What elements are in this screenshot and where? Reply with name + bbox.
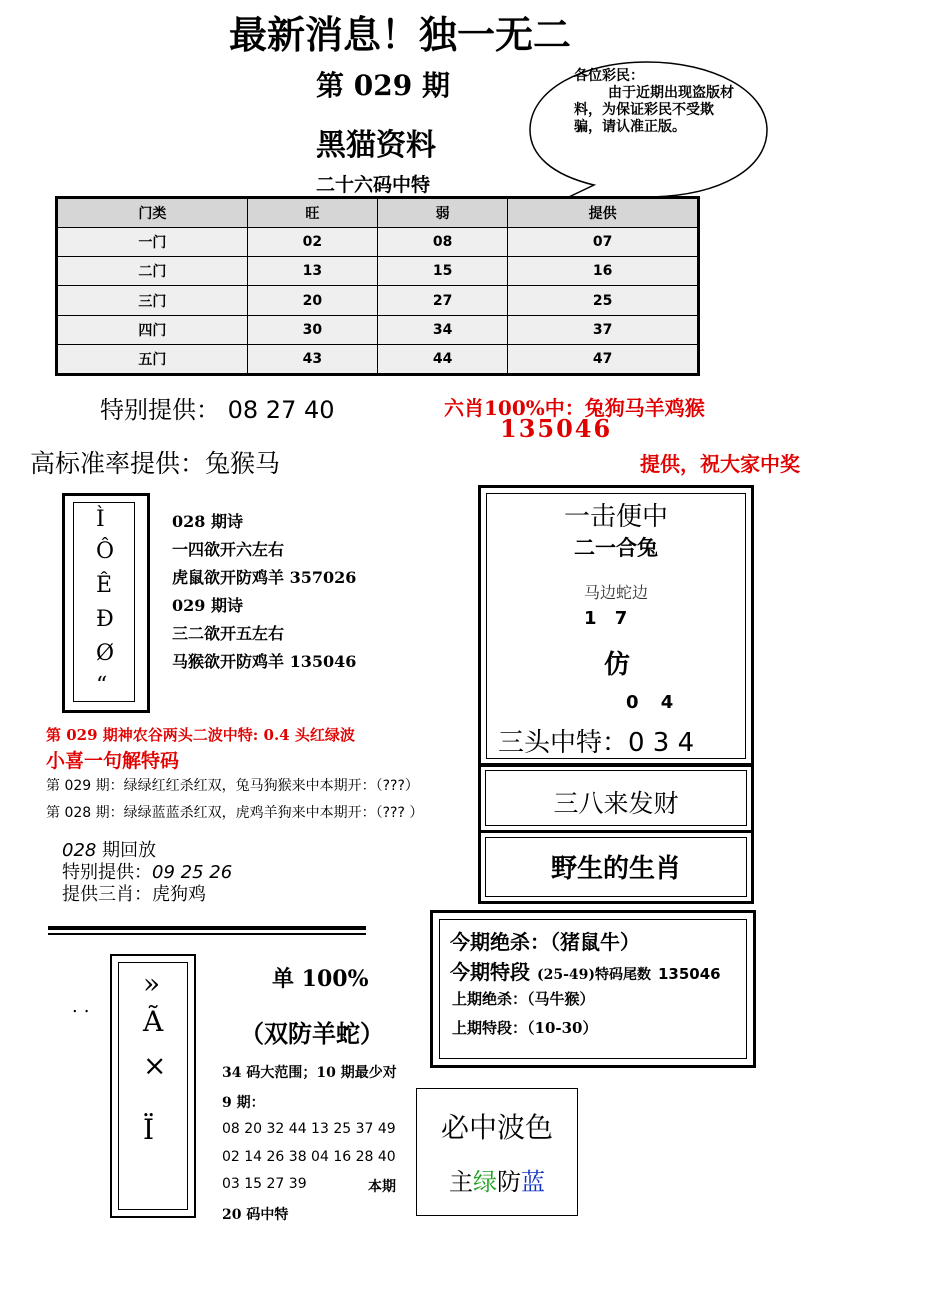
poem-glyph: Ô bbox=[96, 539, 115, 564]
glyph: » bbox=[143, 967, 161, 1000]
poem-glyph: Ì bbox=[96, 507, 105, 532]
double-guard: （双防羊蛇） bbox=[240, 1019, 384, 1048]
hit-title: 一击便中 bbox=[563, 502, 668, 532]
table-cell: 16 bbox=[508, 257, 699, 286]
kill-line-3: 上期绝杀：（马牛猴） bbox=[452, 990, 595, 1008]
poem-line: 马猴欲开防鸡羊 135046 bbox=[172, 652, 357, 671]
replay-title bbox=[62, 840, 232, 862]
wave-main-green: 绿 bbox=[473, 1168, 497, 1196]
hit-imitate: 仿 bbox=[604, 650, 631, 680]
table-header: 门类 bbox=[57, 198, 248, 228]
table-cell: 三门 bbox=[57, 286, 248, 315]
table-cell: 37 bbox=[508, 315, 699, 344]
table-cell: 13 bbox=[247, 257, 377, 286]
table-cell: 44 bbox=[377, 344, 507, 374]
table-cell: 27 bbox=[377, 286, 507, 315]
table-cell: 15 bbox=[377, 257, 507, 286]
replay-three: 提供三肖：虎狗鸡 bbox=[62, 884, 206, 905]
replay-special-label: 特别提供： bbox=[62, 862, 152, 883]
fortune-text: 三八来发财 bbox=[553, 789, 679, 818]
table-cell: 四门 bbox=[57, 315, 248, 344]
table-cell: 08 bbox=[377, 228, 507, 257]
shennong-line: 第 029 期神农谷两头二波中特: 0.4 头红绿波 bbox=[46, 726, 355, 744]
xiaoxi-heading bbox=[46, 746, 179, 773]
wave-main-c: 防 bbox=[497, 1168, 521, 1196]
special-offer: 特别提供： 08 27 40 bbox=[100, 396, 335, 424]
dots: .. bbox=[72, 996, 96, 1017]
table-cell: 30 bbox=[247, 315, 377, 344]
kill-line-1: 今期绝杀：（猪鼠牛） bbox=[450, 930, 640, 954]
table-row bbox=[57, 257, 699, 286]
headline: 最新消息！独一无二 bbox=[228, 12, 571, 57]
range-line-1: 34 码大范围；10 期最少对 bbox=[222, 1065, 397, 1081]
poem-glyph: “ bbox=[96, 673, 108, 698]
glyph: × bbox=[143, 1049, 167, 1082]
table-cell: 20 bbox=[247, 286, 377, 315]
high-accuracy-line: 高标准率提供：兔猴马 bbox=[30, 449, 281, 478]
table-row bbox=[57, 286, 699, 315]
wave-main-blue: 蓝 bbox=[521, 1168, 545, 1196]
riddle-line-028: 第 028 期：绿绿蓝蓝杀红双，虎鸡羊狗来中本期开：（??? ） bbox=[46, 805, 424, 821]
six-zodiac-line: 六肖100%中：兔狗马羊鸡猴 bbox=[444, 396, 705, 420]
divider bbox=[48, 926, 366, 930]
wish-line: 提供，祝大家中奖 bbox=[640, 452, 800, 476]
poem-line: 三二欲开五左右 bbox=[172, 624, 285, 643]
glyph-box-inner bbox=[118, 962, 188, 1210]
table-header: 弱 bbox=[377, 198, 507, 228]
table-cell: 二门 bbox=[57, 257, 248, 286]
table-header: 旺 bbox=[247, 198, 377, 228]
table-cell: 34 bbox=[377, 315, 507, 344]
table-row bbox=[57, 228, 699, 257]
table-cell: 43 bbox=[247, 344, 377, 374]
replay-suffix: 期回放 bbox=[96, 840, 157, 861]
table-cell: 五门 bbox=[57, 344, 248, 374]
xiaoxi-heading-text: 小喜一句解特码 bbox=[46, 750, 180, 772]
wild-zodiac-text: 野生的生肖 bbox=[550, 854, 681, 884]
table-cell: 一门 bbox=[57, 228, 248, 257]
hit-numbers-2: 0 4 bbox=[626, 692, 682, 713]
kill-line-2-range: (25-49) bbox=[536, 967, 595, 983]
bubble-text bbox=[574, 68, 734, 136]
number-row: 02 14 26 38 04 16 28 40 bbox=[222, 1149, 396, 1165]
brand-title: 黑猫资料 bbox=[316, 128, 436, 163]
kill-line-2-num: 135046 bbox=[657, 965, 721, 983]
glyph-box bbox=[110, 954, 196, 1218]
bubble-greeting: 各位彩民： bbox=[574, 68, 644, 84]
single-100: 单 100% bbox=[272, 966, 369, 992]
hit-numbers: 1 7 bbox=[584, 608, 634, 629]
glyph: Ï bbox=[143, 1113, 155, 1146]
replay-special-nums: 09 25 26 bbox=[152, 862, 233, 883]
table-cell: 07 bbox=[508, 228, 699, 257]
subtitle: 二十六码中特 bbox=[316, 174, 431, 196]
poem-line: 029 期诗 bbox=[172, 596, 243, 615]
kill-line-4: 上期特段：（10-30） bbox=[452, 1019, 598, 1037]
poem-glyph-box bbox=[62, 493, 150, 713]
range-line-2: 9 期： bbox=[222, 1095, 265, 1111]
table-header-row bbox=[57, 198, 699, 228]
table-header: 提供 bbox=[508, 198, 699, 228]
poem-glyph: Ð bbox=[96, 607, 114, 632]
table-row bbox=[57, 344, 699, 374]
table-row bbox=[57, 315, 699, 344]
kill-line-2 bbox=[450, 956, 721, 985]
riddle-line-029: 第 029 期：绿绿红红杀红双，兔马狗猴来中本期开：（???） bbox=[46, 778, 419, 794]
number-row: 08 20 32 44 13 25 37 49 bbox=[222, 1121, 396, 1137]
poem-line: 一四欲开六左右 bbox=[172, 540, 285, 559]
six-zodiac-numbers: 135046 bbox=[500, 414, 613, 443]
wave-color-main bbox=[416, 1162, 578, 1197]
hit-side-note: 马边蛇边 bbox=[583, 583, 648, 602]
poem-glyph: Ø bbox=[96, 641, 115, 666]
poem-lines bbox=[172, 508, 356, 676]
poem-glyph: Ê bbox=[96, 573, 113, 598]
kill-line-2-a: 今期特段 bbox=[450, 960, 530, 984]
replay-special bbox=[62, 862, 232, 884]
wave-color-title: 必中波色 bbox=[440, 1111, 553, 1144]
three-heads-line: 三头中特：0 3 4 bbox=[498, 728, 695, 758]
divider bbox=[48, 933, 366, 935]
table-cell: 02 bbox=[247, 228, 377, 257]
poem-glyph-box-inner bbox=[73, 502, 135, 702]
replay-block bbox=[62, 840, 232, 906]
hit-subtitle: 二一合兔 bbox=[574, 535, 658, 560]
glyph: Ã bbox=[143, 1005, 164, 1038]
poem-line: 虎鼠欲开防鸡羊 357026 bbox=[172, 568, 357, 587]
number-row: 03 15 27 39 bbox=[222, 1176, 307, 1192]
category-table bbox=[55, 196, 700, 376]
issue-number: 第 029 期 bbox=[316, 69, 450, 102]
table-cell: 25 bbox=[508, 286, 699, 315]
bubble-message: 由于近期出现盗版材料，为保证彩民不受欺骗，请认准正版。 bbox=[574, 85, 734, 135]
code-20-line: 20 码中特 bbox=[222, 1207, 289, 1223]
poem-line: 028 期诗 bbox=[172, 512, 243, 531]
period-label: 本期 bbox=[368, 1179, 396, 1195]
kill-line-2-c: 特码尾数 bbox=[595, 967, 651, 983]
replay-period: 028 bbox=[62, 840, 97, 861]
wave-main-a: 主 bbox=[449, 1168, 473, 1196]
table-cell: 47 bbox=[508, 344, 699, 374]
